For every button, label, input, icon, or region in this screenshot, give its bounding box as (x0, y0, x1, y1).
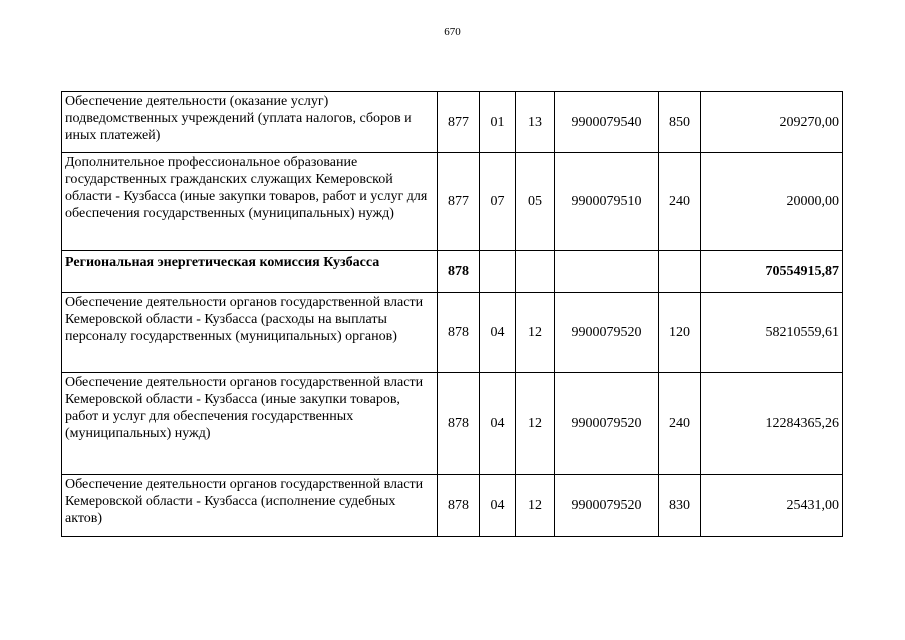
table-row (62, 373, 843, 475)
row-rz: 04 (480, 373, 516, 475)
row-ved: 878 (438, 293, 480, 373)
row-pr: 12 (516, 475, 555, 537)
row-rz (480, 251, 516, 293)
row-ved: 878 (438, 475, 480, 537)
row-name: Дополнительное профессиональное образование государственных гражданских служащих Кемеровской области - Кузбасса (иные закупки товаров, работ и услуг для обеспечения государственных (муниципальных) нужд) (62, 153, 438, 251)
row-rz: 07 (480, 153, 516, 251)
row-pr: 13 (516, 92, 555, 153)
row-name: Обеспечение деятельности органов государственной власти Кемеровской области - Кузбасса (иные закупки товаров, работ и услуг для обеспечения государственных (муниципальных) нужд) (62, 373, 438, 475)
row-csr: 9900079540 (555, 92, 659, 153)
row-pr: 12 (516, 293, 555, 373)
budget-table (61, 91, 843, 537)
row-ved: 878 (438, 251, 480, 293)
table-row (62, 153, 843, 251)
section-name: Региональная энергетическая комиссия Кузбасса (62, 251, 438, 293)
row-vr (659, 251, 701, 293)
row-name: Обеспечение деятельности (оказание услуг) подведомственных учреждений (уплата налогов, сборов и иных платежей) (62, 92, 438, 153)
table-row (62, 92, 843, 153)
row-sum: 58210559,61 (701, 293, 843, 373)
row-rz: 04 (480, 475, 516, 537)
row-rz: 01 (480, 92, 516, 153)
row-csr: 9900079510 (555, 153, 659, 251)
row-sum: 25431,00 (701, 475, 843, 537)
row-csr: 9900079520 (555, 475, 659, 537)
row-sum: 209270,00 (701, 92, 843, 153)
row-ved: 877 (438, 92, 480, 153)
section-sum: 70554915,87 (701, 251, 843, 293)
row-vr: 120 (659, 293, 701, 373)
table-row (62, 293, 843, 373)
row-sum: 20000,00 (701, 153, 843, 251)
row-pr: 12 (516, 373, 555, 475)
table-row-section (62, 251, 843, 293)
row-csr (555, 251, 659, 293)
row-csr: 9900079520 (555, 293, 659, 373)
table-row (62, 475, 843, 537)
row-pr (516, 251, 555, 293)
row-pr: 05 (516, 153, 555, 251)
row-vr: 240 (659, 153, 701, 251)
row-name: Обеспечение деятельности органов государственной власти Кемеровской области - Кузбасса (исполнение судебных актов) (62, 475, 438, 537)
row-csr: 9900079520 (555, 373, 659, 475)
row-sum: 12284365,26 (701, 373, 843, 475)
row-vr: 240 (659, 373, 701, 475)
row-rz: 04 (480, 293, 516, 373)
row-ved: 877 (438, 153, 480, 251)
row-ved: 878 (438, 373, 480, 475)
page-number: 670 (444, 26, 461, 38)
row-vr: 850 (659, 92, 701, 153)
row-vr: 830 (659, 475, 701, 537)
row-name: Обеспечение деятельности органов государственной власти Кемеровской области - Кузбасса (расходы на выплаты персоналу государственных (муниципальных) органов) (62, 293, 438, 373)
